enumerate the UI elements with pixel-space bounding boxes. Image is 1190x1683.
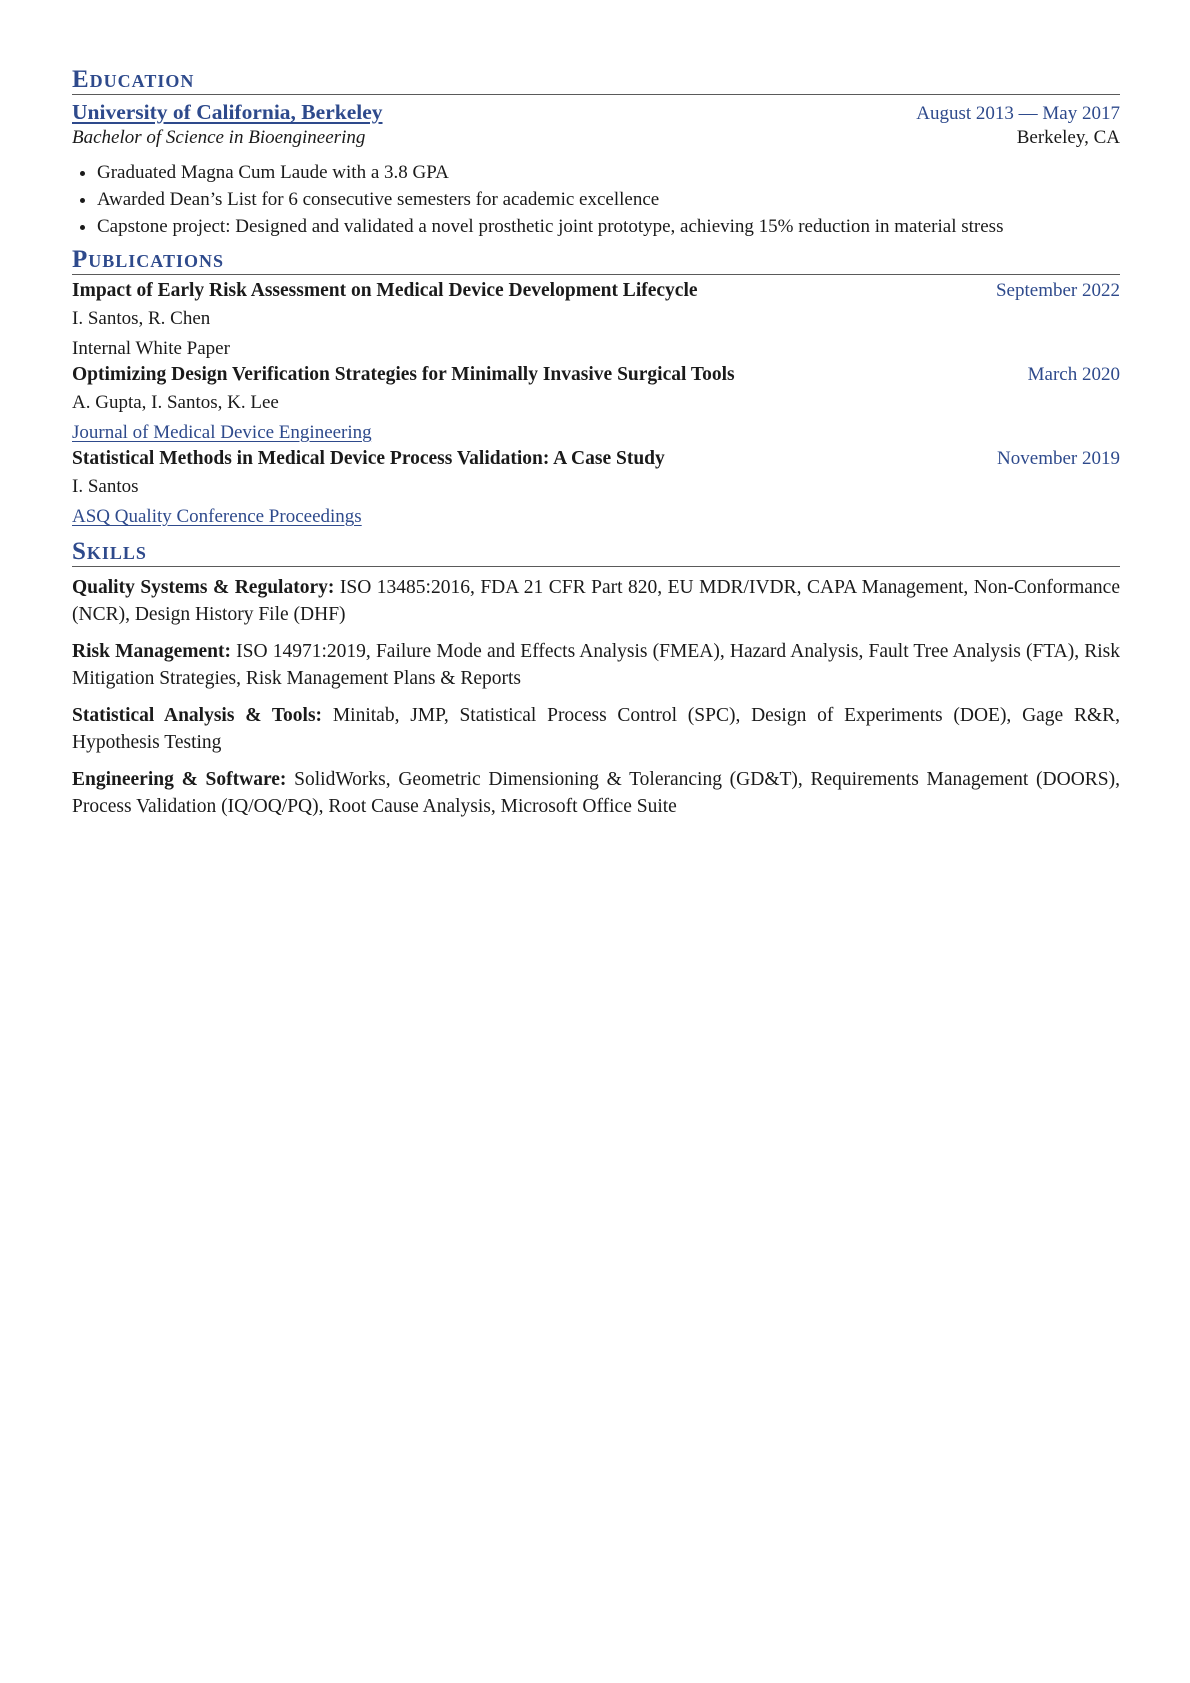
skill-entry (72, 766, 1120, 820)
publication-title: Impact of Early Risk Assessment on Medical Device Development Lifecycle (72, 280, 698, 301)
list-item: • Capstone project: Designed and validated a novel prosthetic joint prototype, achieving 15% reduction in material stress (97, 213, 1120, 240)
list-item: • Graduated Magna Cum Laude with a 3.8 GPA (97, 159, 1120, 186)
publication-venue: Internal White Paper (72, 338, 230, 359)
publication-venue-row (72, 418, 1120, 448)
publication-title: Optimizing Design Verification Strategies for Minimally Invasive Surgical Tools (72, 364, 735, 385)
institution-link[interactable]: University of California, Berkeley (72, 100, 383, 124)
publication-date: September 2022 (995, 280, 1120, 301)
skill-text: ISO 14971:2019, Failure Mode and Effects Analysis (FMEA), Hazard Analysis, Fault Tree Analysis (FTA), Risk Mitigation Strategies, Risk Management Plans & Reports (72, 641, 1121, 689)
publication-venue-row (72, 502, 1120, 532)
resume-content (72, 66, 1120, 830)
education-bullets (72, 159, 1120, 240)
skill-label: Risk Management: (72, 641, 231, 662)
skill-label: Statistical Analysis & Tools: (72, 705, 323, 726)
skill-text: Minitab, JMP, Statistical Process Control (SPC), Design of Experiments (DOE), Gage R&R, Hypothesis Testing (72, 705, 1121, 753)
publication-title: Statistical Methods in Medical Device Process Validation: A Case Study (72, 448, 665, 469)
publication-item (72, 280, 1120, 364)
education-section (72, 66, 1120, 240)
skill-entry (72, 574, 1120, 628)
skill-entry (72, 638, 1120, 692)
skill-entry (72, 702, 1120, 756)
publication-header-row (72, 448, 1120, 470)
publication-item (72, 448, 1120, 532)
education-heading: Education (72, 66, 1120, 95)
publication-authors: I. Santos (72, 476, 139, 497)
publication-date: November 2019 (997, 448, 1120, 469)
skill-label: Engineering & Software: (72, 769, 287, 790)
skill-text: ISO 13485:2016, FDA 21 CFR Part 820, EU MDR/IVDR, CAPA Management, Non-Conformance (NCR), Design History File (DHF) (72, 577, 1120, 625)
publication-venue-link[interactable]: Journal of Medical Device Engineering (72, 422, 372, 443)
education-subheader-row (72, 127, 1120, 149)
publications-heading: Publications (72, 246, 1120, 275)
skills-heading: Skills (72, 538, 1120, 567)
publication-authors: I. Santos, R. Chen (72, 308, 211, 329)
skills-section (72, 538, 1120, 820)
education-header-row (72, 100, 1120, 125)
list-item: • Awarded Dean’s List for 6 consecutive semesters for academic excellence (97, 186, 1120, 213)
education-dates: August 2013 — May 2017 (916, 103, 1120, 124)
publication-header-row (72, 280, 1120, 302)
publication-venue-link[interactable]: ASQ Quality Conference Proceedings (72, 506, 362, 527)
publication-date: March 2020 (1027, 364, 1120, 385)
degree: Bachelor of Science in Bioengineering (72, 127, 366, 148)
education-location: Berkeley, CA (1016, 127, 1120, 148)
skill-label: Quality Systems & Regulatory: (72, 577, 335, 598)
skill-text: SolidWorks, Geometric Dimensioning & Tolerancing (GD&T), Requirements Management (DOORS), Process Validation (IQ/OQ/PQ), Root Cause Analysis, Microsoft Office Suite (72, 769, 1121, 817)
publications-section (72, 246, 1120, 532)
publication-item (72, 364, 1120, 448)
publication-authors: A. Gupta, I. Santos, K. Lee (72, 392, 279, 413)
publication-header-row (72, 364, 1120, 386)
